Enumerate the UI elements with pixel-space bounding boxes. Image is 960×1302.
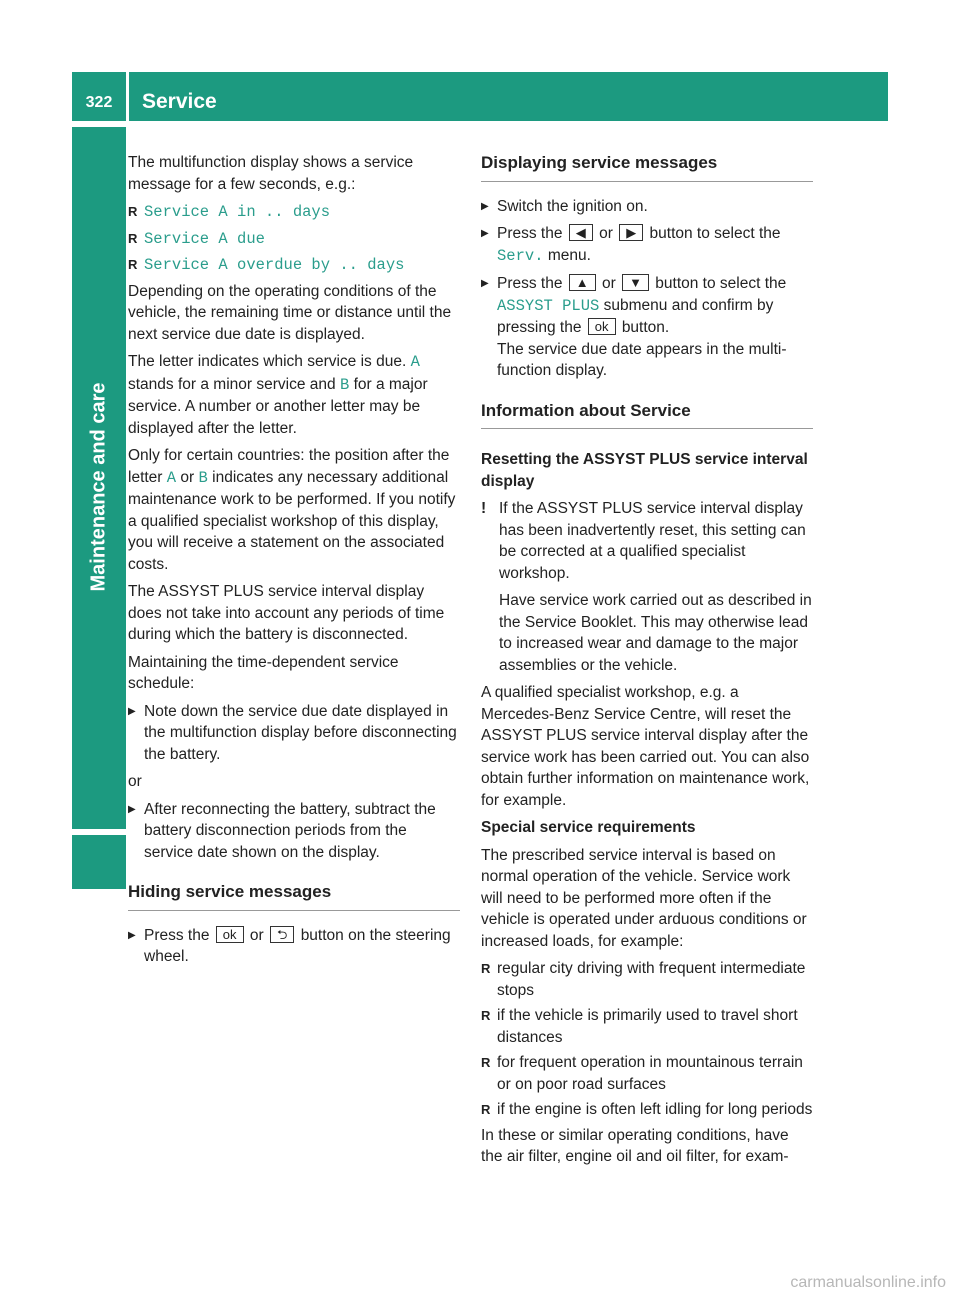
paragraph: The prescribed service interval is based on normal operation of the vehicle. Service work will need to be performed more often if the vehicle is operated under arduous conditions or increased loads, for example:	[481, 846, 807, 950]
heading-hiding-service-messages: Hiding service messages	[128, 881, 460, 911]
paragraph: The letter indicates which service is due. A stands for a minor service and B for a major service. A number or another letter may be displayed after the letter.	[128, 353, 428, 437]
menu-name: Serv.	[497, 246, 544, 265]
action-step: ▶ Note down the service due date displayed in the multifunction display before disconnecting the battery.	[128, 701, 460, 766]
section-title: Service	[142, 90, 217, 113]
heading-displaying-service-messages: Displaying service messages	[481, 152, 813, 182]
paragraph: Maintaining the time-dependent service schedule:	[128, 653, 399, 692]
up-key-icon: ▲	[569, 274, 596, 291]
letter-a: A	[410, 353, 420, 371]
action-step: ▶ Switch the ignition on.	[481, 196, 813, 218]
action-step: ▶ After reconnecting the battery, subtract the battery disconnection periods from the service date shown on the display.	[128, 799, 460, 864]
right-column	[481, 152, 813, 1174]
example-message: R Service A overdue by .. days	[128, 254, 460, 277]
left-key-icon: ◀	[569, 224, 593, 241]
condition-item: R for frequent operation in mountainous terrain or on poor road surfaces	[481, 1052, 813, 1095]
heading-special-service-requirements: Special service requirements	[481, 819, 696, 836]
warning-icon: !	[481, 500, 487, 517]
chapter-label: Maintenance and care	[87, 382, 110, 592]
heading-resetting: Resetting the ASSYST PLUS service interval display	[481, 451, 808, 490]
example-message: R Service A due	[128, 228, 460, 251]
action-step: ▶ Press the ok or ⮌ button on the steering wheel.	[128, 925, 460, 968]
paragraph: Only for certain countries: the position after the letter A or B indicates any necessary additional maintenance work to be performed. If you notify a qualified specialist workshop of this display, you will receive a statement on the associated costs.	[128, 447, 456, 573]
back-key-icon: ⮌	[270, 926, 294, 943]
submenu-name: ASSYST PLUS	[497, 296, 600, 315]
paragraph: A qualified specialist workshop, e.g. a Mercedes-Benz Service Centre, will reset the ASSYST PLUS service interval display after the service work has been carried out. You can also obtain further information on maintenance work, for example.	[481, 684, 810, 809]
action-step: ▶ Press the ▲ or ▼ button to select the ASSYST PLUS submenu and confirm by pressing the ok button. The service due date appears in the multi-function display.	[481, 273, 813, 382]
condition-item: R if the vehicle is primarily used to travel short distances	[481, 1005, 813, 1048]
warning-note-continued: Have service work carried out as described in the Service Booklet. This may otherwise lead to increased wear and damage to the major assemblies or the vehicle.	[499, 592, 812, 674]
header-divider	[126, 72, 129, 121]
page-number: 322	[85, 94, 113, 111]
intro-text: The multifunction display shows a service message for a few seconds, e.g.:	[128, 154, 414, 193]
example-message: R Service A in .. days	[128, 201, 460, 224]
warning-note: ! If the ASSYST PLUS service interval display has been inadvertently reset, this setting can be corrected at a qualified specialist workshop.	[481, 500, 806, 582]
left-column	[128, 152, 460, 974]
action-step: ▶ Press the ◀ or ▶ button to select the Serv. menu.	[481, 223, 813, 267]
paragraph: The ASSYST PLUS service interval display does not take into account any periods of time during which the battery is disconnected.	[128, 583, 445, 643]
watermark: carmanualsonline.info	[790, 1274, 946, 1291]
ok-key-icon: ok	[216, 926, 244, 943]
heading-information-about-service: Information about Service	[481, 400, 813, 430]
chapter-tab	[72, 127, 126, 829]
or-text: or	[128, 773, 142, 790]
page-header	[72, 72, 888, 121]
ok-key-icon: ok	[588, 318, 616, 335]
letter-b: B	[339, 375, 350, 394]
condition-item: R if the engine is often left idling for long periods	[481, 1099, 813, 1121]
down-key-icon: ▼	[622, 274, 649, 291]
right-key-icon: ▶	[619, 224, 643, 241]
chapter-marker	[72, 835, 126, 889]
paragraph: In these or similar operating conditions, have the air filter, engine oil and oil filter, for exam-	[481, 1126, 789, 1165]
condition-item: R regular city driving with frequent intermediate stops	[481, 958, 813, 1001]
paragraph: Depending on the operating conditions of the vehicle, the remaining time or distance until the next service due date is displayed.	[128, 282, 452, 343]
